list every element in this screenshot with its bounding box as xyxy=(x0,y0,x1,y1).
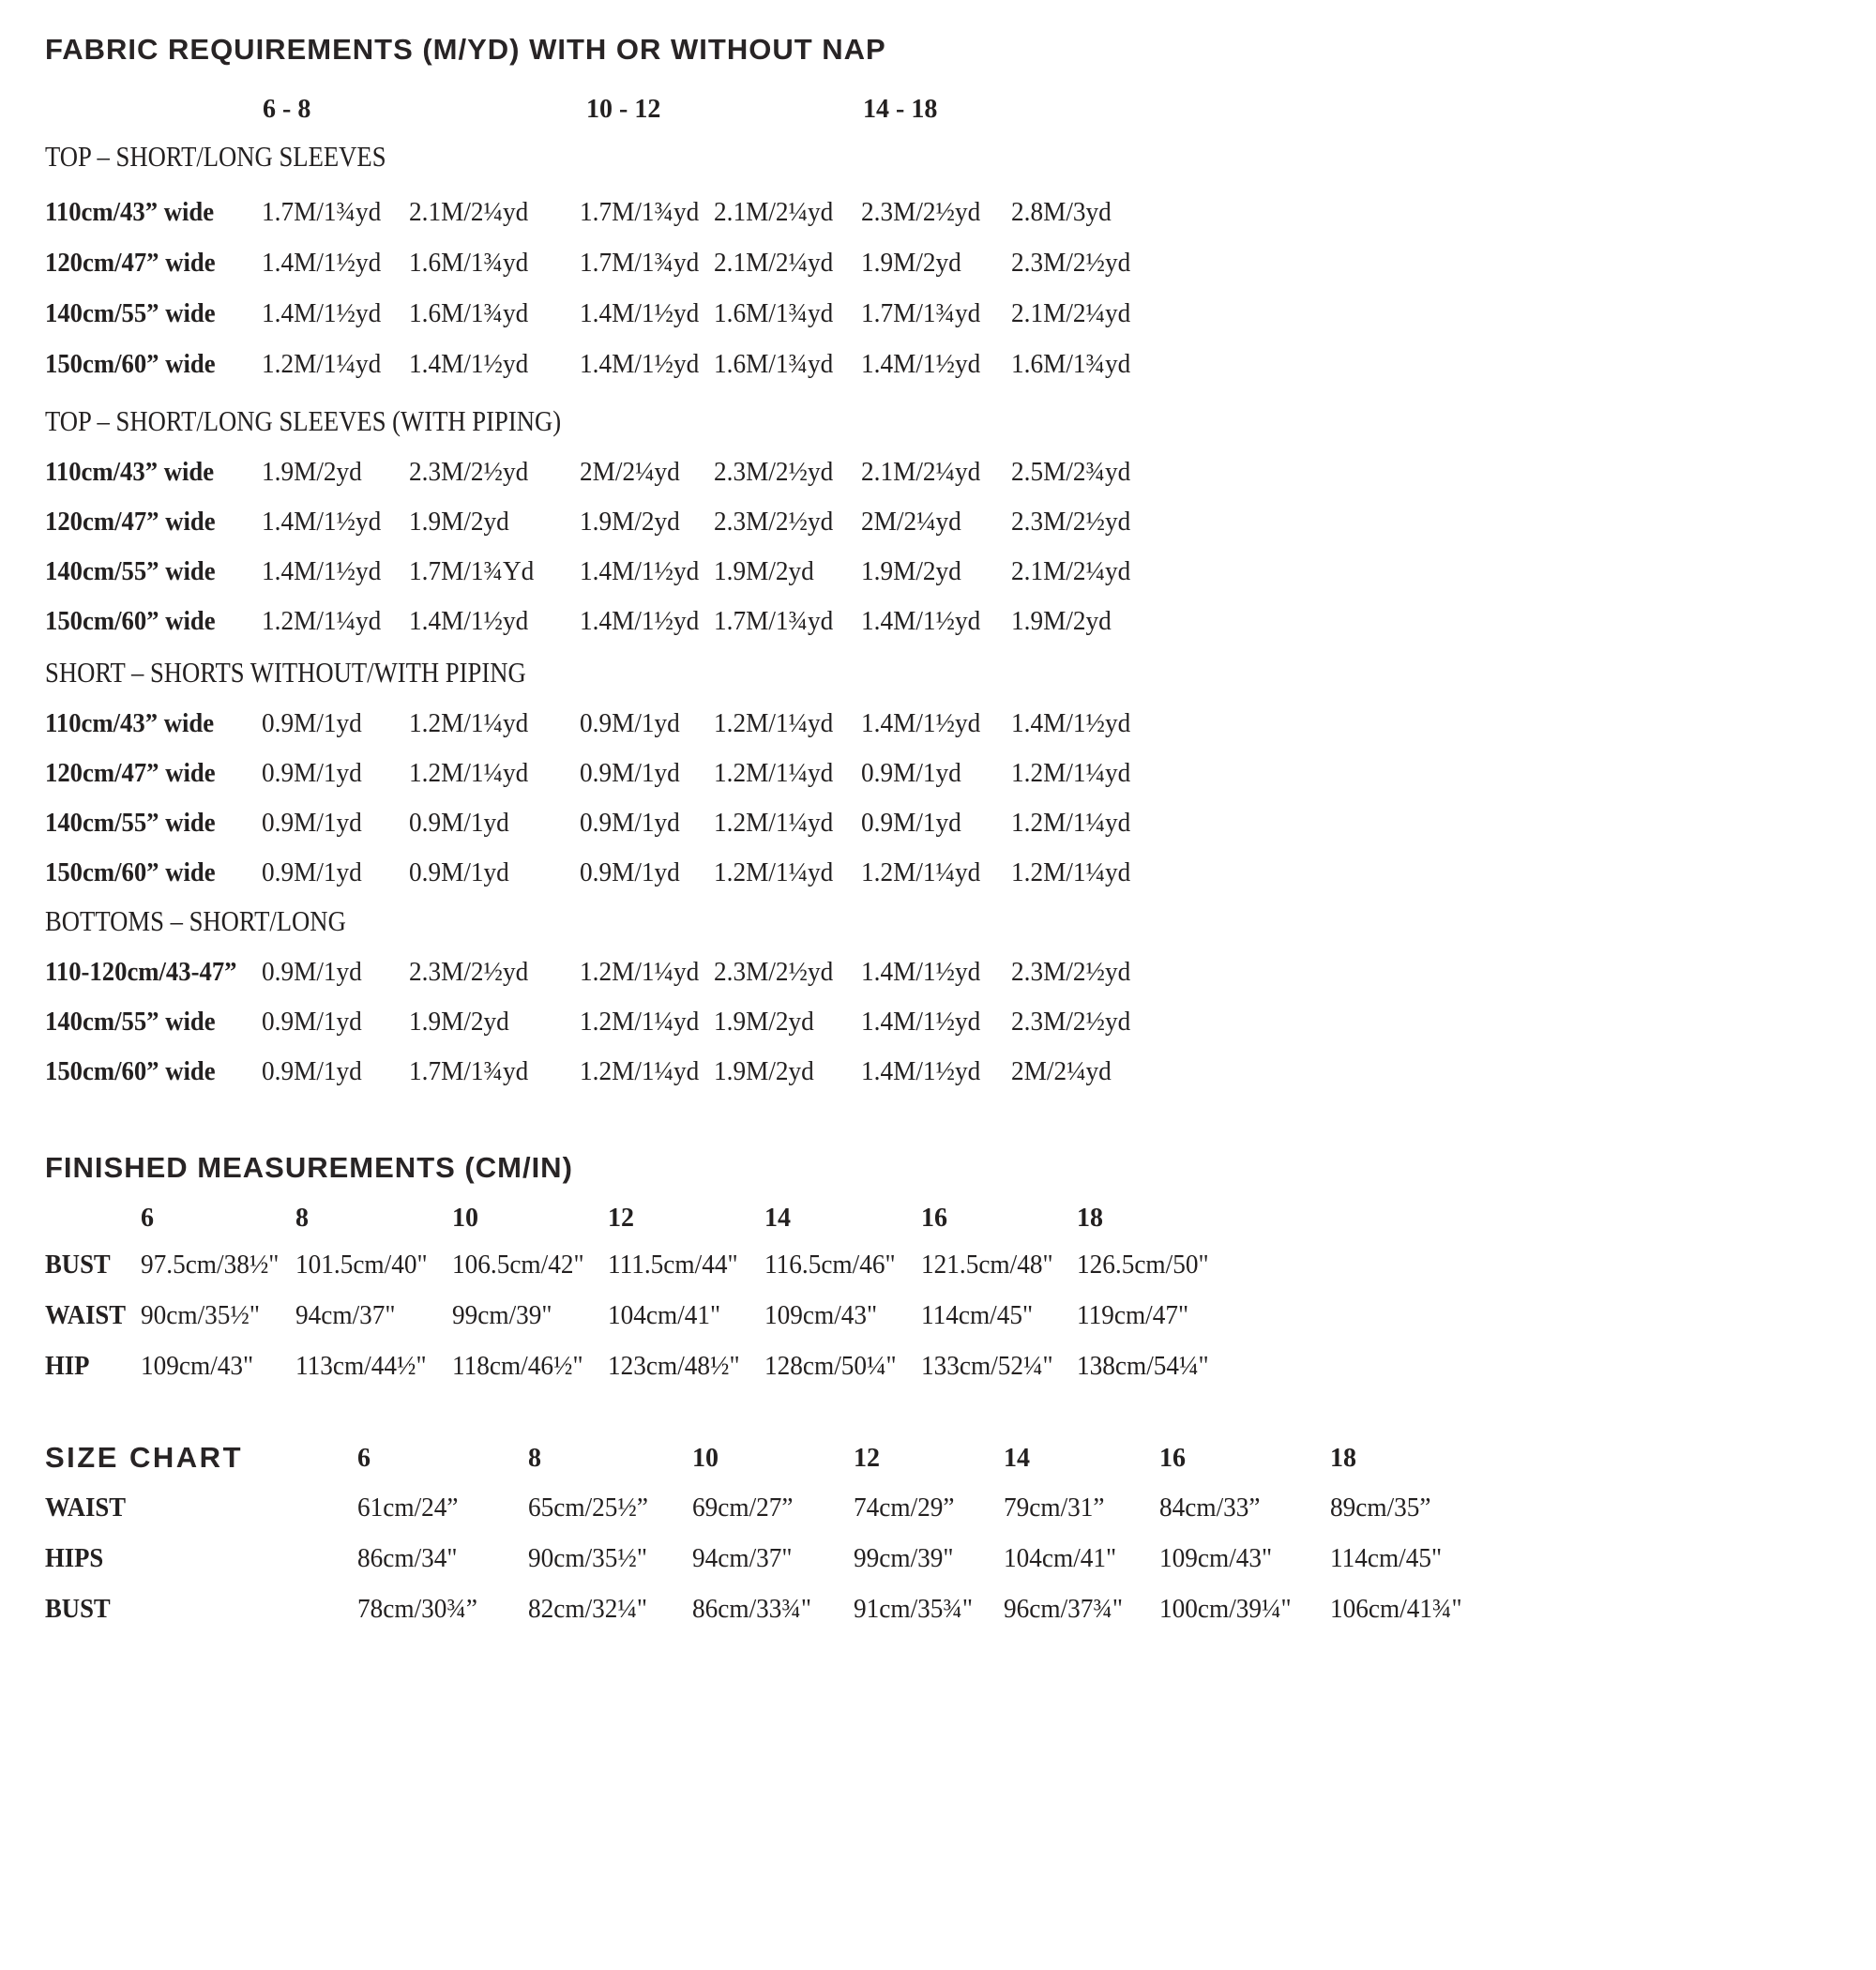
fabric-yardage-value: 0.9M/1yd xyxy=(861,758,961,788)
size-chart-value: 82cm/32¼" xyxy=(528,1594,647,1624)
fabric-yardage-value: 1.9M/2yd xyxy=(409,507,509,537)
fabric-yardage-value: 2.3M/2½yd xyxy=(714,457,834,487)
fabric-yardage-value: 0.9M/1yd xyxy=(580,758,680,788)
finished-size-column-header: 6 xyxy=(141,1204,154,1233)
fabric-yardage-value: 2.3M/2½yd xyxy=(1011,1007,1131,1037)
size-chart-value: 114cm/45" xyxy=(1330,1543,1443,1573)
fabric-yardage-value: 0.9M/1yd xyxy=(262,1007,362,1037)
fabric-yardage-value: 1.2M/1¼yd xyxy=(714,808,834,838)
finished-measurement-value: 126.5cm/50" xyxy=(1077,1250,1209,1280)
finished-measurement-value: 116.5cm/46" xyxy=(764,1250,896,1280)
finished-measurement-value: 104cm/41" xyxy=(608,1300,721,1330)
fabric-yardage-value: 1.6M/1¾yd xyxy=(714,298,834,328)
finished-measurement-label: BUST xyxy=(45,1250,111,1280)
fabric-yardage-value: 2.5M/2¾yd xyxy=(1011,457,1131,487)
fabric-yardage-value: 1.9M/2yd xyxy=(262,457,362,487)
fabric-yardage-value: 1.4M/1½yd xyxy=(580,349,700,379)
finished-measurement-value: 118cm/46½" xyxy=(452,1351,583,1381)
fabric-yardage-value: 2.3M/2½yd xyxy=(1011,507,1131,537)
size-chart-value: 79cm/31” xyxy=(1004,1493,1105,1523)
fabric-yardage-value: 1.4M/1½yd xyxy=(861,349,981,379)
fabric-yardage-value: 1.6M/1¾yd xyxy=(409,248,529,278)
fabric-yardage-value: 0.9M/1yd xyxy=(262,758,362,788)
fabric-section-heading: SHORT – SHORTS WITHOUT/WITH PIPING xyxy=(45,656,526,689)
size-chart-column-header: 6 xyxy=(357,1444,371,1473)
size-chart-title: SIZE CHART xyxy=(45,1441,243,1474)
fabric-yardage-value: 2.3M/2½yd xyxy=(714,957,834,987)
finished-measurement-value: 119cm/47" xyxy=(1077,1300,1189,1330)
fabric-width-label: 150cm/60” wide xyxy=(45,1056,216,1086)
fabric-yardage-value: 2.3M/2½yd xyxy=(714,507,834,537)
fabric-yardage-value: 1.4M/1½yd xyxy=(1011,708,1131,738)
fabric-yardage-value: 1.7M/1¾yd xyxy=(580,197,700,227)
finished-measurement-value: 121.5cm/48" xyxy=(921,1250,1053,1280)
fabric-width-label: 150cm/60” wide xyxy=(45,349,216,379)
size-chart-value: 86cm/33¾" xyxy=(692,1594,811,1624)
fabric-yardage-value: 1.2M/1¼yd xyxy=(409,708,529,738)
size-chart-row-label: WAIST xyxy=(45,1493,127,1523)
fabric-yardage-value: 1.2M/1¼yd xyxy=(262,349,382,379)
fabric-yardage-value: 0.9M/1yd xyxy=(861,808,961,838)
fabric-yardage-value: 1.6M/1¾yd xyxy=(714,349,834,379)
finished-measurement-value: 109cm/43" xyxy=(141,1351,254,1381)
fabric-size-group-header: 14 - 18 xyxy=(863,95,938,124)
finished-size-column-header: 10 xyxy=(452,1204,478,1233)
size-chart-value: 96cm/37¾" xyxy=(1004,1594,1123,1624)
fabric-yardage-value: 0.9M/1yd xyxy=(580,857,680,887)
fabric-width-label: 110cm/43” wide xyxy=(45,708,215,738)
fabric-yardage-value: 2M/2¼yd xyxy=(1011,1056,1112,1086)
finished-size-column-header: 8 xyxy=(295,1204,309,1233)
fabric-yardage-value: 2M/2¼yd xyxy=(580,457,680,487)
finished-measurement-value: 106.5cm/42" xyxy=(452,1250,584,1280)
size-chart-column-header: 14 xyxy=(1004,1444,1030,1473)
fabric-yardage-value: 2.8M/3yd xyxy=(1011,197,1112,227)
fabric-yardage-value: 1.7M/1¾yd xyxy=(262,197,382,227)
finished-measurement-value: 94cm/37" xyxy=(295,1300,396,1330)
fabric-yardage-value: 1.4M/1½yd xyxy=(580,556,700,586)
fabric-yardage-value: 1.2M/1¼yd xyxy=(580,1007,700,1037)
fabric-width-label: 140cm/55” wide xyxy=(45,298,216,328)
finished-measurement-value: 109cm/43" xyxy=(764,1300,878,1330)
fabric-yardage-value: 0.9M/1yd xyxy=(580,808,680,838)
size-chart-column-header: 8 xyxy=(528,1444,541,1473)
size-chart-value: 69cm/27” xyxy=(692,1493,794,1523)
size-chart-value: 109cm/43" xyxy=(1159,1543,1273,1573)
fabric-yardage-value: 1.9M/2yd xyxy=(714,1056,814,1086)
size-chart-value: 74cm/29” xyxy=(854,1493,955,1523)
fabric-yardage-value: 1.4M/1½yd xyxy=(262,298,382,328)
fabric-yardage-value: 1.2M/1¼yd xyxy=(1011,857,1131,887)
fabric-yardage-value: 1.2M/1¼yd xyxy=(580,1056,700,1086)
fabric-yardage-value: 1.2M/1¼yd xyxy=(714,758,834,788)
fabric-yardage-value: 1.6M/1¾yd xyxy=(409,298,529,328)
fabric-yardage-value: 1.4M/1½yd xyxy=(409,606,529,636)
finished-measurement-value: 111.5cm/44" xyxy=(608,1250,738,1280)
finished-measurement-value: 101.5cm/40" xyxy=(295,1250,428,1280)
fabric-yardage-value: 1.4M/1½yd xyxy=(861,606,981,636)
finished-measurement-value: 128cm/50¼" xyxy=(764,1351,897,1381)
fabric-yardage-value: 2.1M/2¼yd xyxy=(1011,298,1131,328)
fabric-yardage-value: 0.9M/1yd xyxy=(262,1056,362,1086)
fabric-yardage-value: 1.9M/2yd xyxy=(714,556,814,586)
size-chart-row-label: BUST xyxy=(45,1594,111,1624)
finished-measurement-value: 138cm/54¼" xyxy=(1077,1351,1209,1381)
fabric-section-heading: BOTTOMS – SHORT/LONG xyxy=(45,904,346,937)
fabric-yardage-value: 2.3M/2½yd xyxy=(1011,248,1131,278)
fabric-yardage-value: 1.4M/1½yd xyxy=(262,507,382,537)
fabric-yardage-value: 0.9M/1yd xyxy=(409,808,509,838)
fabric-yardage-value: 1.4M/1½yd xyxy=(861,708,981,738)
fabric-yardage-value: 1.2M/1¼yd xyxy=(861,857,981,887)
size-chart-value: 94cm/37" xyxy=(692,1543,793,1573)
finished-measurement-value: 99cm/39" xyxy=(452,1300,552,1330)
size-chart-column-header: 12 xyxy=(854,1444,880,1473)
fabric-yardage-value: 1.2M/1¼yd xyxy=(262,606,382,636)
size-chart-value: 91cm/35¾" xyxy=(854,1594,973,1624)
finished-measurement-value: 133cm/52¼" xyxy=(921,1351,1053,1381)
fabric-yardage-value: 1.6M/1¾yd xyxy=(1011,349,1131,379)
fabric-yardage-value: 1.9M/2yd xyxy=(714,1007,814,1037)
fabric-yardage-value: 0.9M/1yd xyxy=(409,857,509,887)
fabric-width-label: 110-120cm/43-47” xyxy=(45,957,237,987)
fabric-yardage-value: 2M/2¼yd xyxy=(861,507,961,537)
size-chart-value: 106cm/41¾" xyxy=(1330,1594,1462,1624)
fabric-yardage-value: 2.1M/2¼yd xyxy=(1011,556,1131,586)
size-chart-value: 86cm/34" xyxy=(357,1543,458,1573)
fabric-width-label: 140cm/55” wide xyxy=(45,1007,216,1037)
fabric-yardage-value: 1.4M/1½yd xyxy=(861,1007,981,1037)
size-chart-value: 84cm/33” xyxy=(1159,1493,1261,1523)
fabric-yardage-value: 0.9M/1yd xyxy=(262,957,362,987)
fabric-yardage-value: 2.1M/2¼yd xyxy=(861,457,981,487)
fabric-width-label: 150cm/60” wide xyxy=(45,857,216,887)
fabric-yardage-value: 2.3M/2½yd xyxy=(1011,957,1131,987)
fabric-requirements-title: FABRIC REQUIREMENTS (M/YD) WITH OR WITHOUT NAP xyxy=(45,33,886,66)
finished-size-column-header: 16 xyxy=(921,1204,947,1233)
finished-measurement-label: HIP xyxy=(45,1351,90,1381)
fabric-section-heading: TOP – SHORT/LONG SLEEVES xyxy=(45,140,386,173)
fabric-yardage-value: 2.1M/2¼yd xyxy=(409,197,529,227)
fabric-yardage-value: 1.4M/1½yd xyxy=(409,349,529,379)
size-chart-column-header: 10 xyxy=(692,1444,719,1473)
finished-measurement-label: WAIST xyxy=(45,1300,127,1330)
fabric-yardage-value: 1.4M/1½yd xyxy=(580,606,700,636)
fabric-yardage-value: 1.2M/1¼yd xyxy=(409,758,529,788)
finished-size-column-header: 14 xyxy=(764,1204,791,1233)
size-chart-value: 104cm/41" xyxy=(1004,1543,1117,1573)
fabric-yardage-value: 1.2M/1¼yd xyxy=(1011,808,1131,838)
fabric-yardage-value: 1.4M/1½yd xyxy=(861,1056,981,1086)
fabric-yardage-value: 1.9M/2yd xyxy=(580,507,680,537)
finished-measurement-value: 123cm/48½" xyxy=(608,1351,740,1381)
fabric-yardage-value: 2.3M/2½yd xyxy=(409,457,529,487)
fabric-size-group-header: 6 - 8 xyxy=(263,95,311,124)
fabric-yardage-value: 1.7M/1¾yd xyxy=(580,248,700,278)
fabric-yardage-value: 1.7M/1¾yd xyxy=(714,606,834,636)
fabric-width-label: 140cm/55” wide xyxy=(45,556,216,586)
fabric-yardage-value: 2.1M/2¼yd xyxy=(714,248,834,278)
finished-size-column-header: 18 xyxy=(1077,1204,1103,1233)
fabric-yardage-value: 1.4M/1½yd xyxy=(580,298,700,328)
fabric-yardage-value: 1.2M/1¼yd xyxy=(1011,758,1131,788)
fabric-yardage-value: 1.9M/2yd xyxy=(861,248,961,278)
fabric-yardage-value: 1.7M/1¾Yd xyxy=(409,556,535,586)
fabric-yardage-value: 1.9M/2yd xyxy=(861,556,961,586)
fabric-yardage-value: 0.9M/1yd xyxy=(262,808,362,838)
fabric-yardage-value: 1.2M/1¼yd xyxy=(714,708,834,738)
fabric-yardage-value: 1.4M/1½yd xyxy=(861,957,981,987)
finished-size-column-header: 12 xyxy=(608,1204,634,1233)
fabric-section-heading: TOP – SHORT/LONG SLEEVES (WITH PIPING) xyxy=(45,404,562,437)
fabric-width-label: 110cm/43” wide xyxy=(45,197,215,227)
fabric-width-label: 110cm/43” wide xyxy=(45,457,215,487)
finished-measurements-title: FINISHED MEASUREMENTS (CM/IN) xyxy=(45,1151,573,1184)
finished-measurement-value: 113cm/44½" xyxy=(295,1351,427,1381)
size-chart-value: 99cm/39" xyxy=(854,1543,954,1573)
fabric-yardage-value: 0.9M/1yd xyxy=(580,708,680,738)
size-chart-column-header: 16 xyxy=(1159,1444,1186,1473)
fabric-yardage-value: 1.2M/1¼yd xyxy=(714,857,834,887)
finished-measurement-value: 114cm/45" xyxy=(921,1300,1034,1330)
size-chart-column-header: 18 xyxy=(1330,1444,1356,1473)
fabric-yardage-value: 1.7M/1¾yd xyxy=(861,298,981,328)
finished-measurement-value: 90cm/35½" xyxy=(141,1300,260,1330)
fabric-yardage-value: 0.9M/1yd xyxy=(262,708,362,738)
fabric-yardage-value: 2.3M/2½yd xyxy=(409,957,529,987)
fabric-yardage-value: 1.4M/1½yd xyxy=(262,556,382,586)
finished-measurement-value: 97.5cm/38½" xyxy=(141,1250,280,1280)
fabric-yardage-value: 2.3M/2½yd xyxy=(861,197,981,227)
fabric-yardage-value: 1.7M/1¾yd xyxy=(409,1056,529,1086)
fabric-yardage-value: 1.4M/1½yd xyxy=(262,248,382,278)
fabric-yardage-value: 1.9M/2yd xyxy=(409,1007,509,1037)
size-chart-value: 61cm/24” xyxy=(357,1493,459,1523)
fabric-yardage-value: 1.2M/1¼yd xyxy=(580,957,700,987)
fabric-width-label: 120cm/47” wide xyxy=(45,507,216,537)
fabric-width-label: 120cm/47” wide xyxy=(45,758,216,788)
fabric-width-label: 120cm/47” wide xyxy=(45,248,216,278)
size-chart-value: 65cm/25½” xyxy=(528,1493,648,1523)
fabric-width-label: 140cm/55” wide xyxy=(45,808,216,838)
size-chart-value: 90cm/35½" xyxy=(528,1543,647,1573)
fabric-width-label: 150cm/60” wide xyxy=(45,606,216,636)
size-chart-row-label: HIPS xyxy=(45,1543,104,1573)
fabric-yardage-value: 1.9M/2yd xyxy=(1011,606,1112,636)
fabric-yardage-value: 2.1M/2¼yd xyxy=(714,197,834,227)
size-chart-value: 78cm/30¾” xyxy=(357,1594,477,1624)
fabric-size-group-header: 10 - 12 xyxy=(586,95,661,124)
fabric-yardage-value: 0.9M/1yd xyxy=(262,857,362,887)
size-chart-value: 89cm/35” xyxy=(1330,1493,1431,1523)
size-chart-value: 100cm/39¼" xyxy=(1159,1594,1292,1624)
